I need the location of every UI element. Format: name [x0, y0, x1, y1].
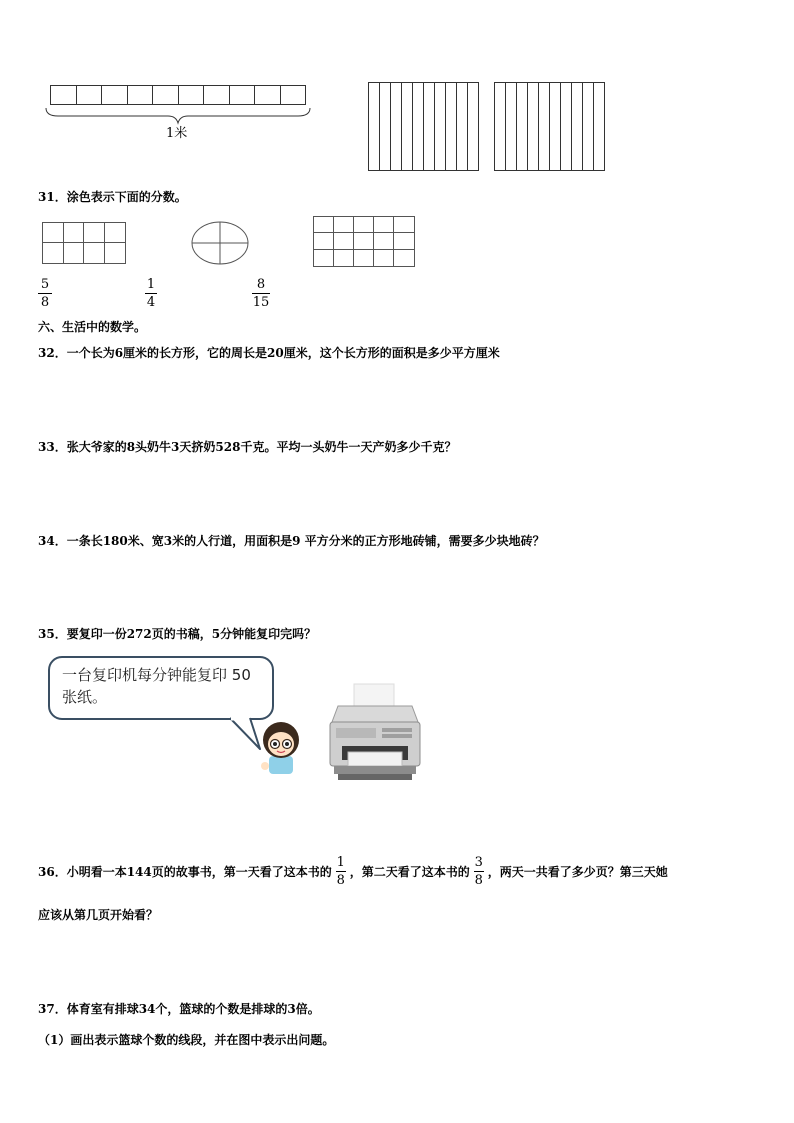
grid-4x2	[42, 222, 126, 264]
bubble-line-2: 张纸。	[62, 688, 108, 706]
fraction-1-8: $\frac{1}{8}$	[336, 855, 345, 888]
question-36-part-2: ，第二天看了这本书的	[349, 865, 470, 879]
ruler-bar	[50, 85, 306, 105]
question-36-part-3: ，两天一共看了多少页？第三天她	[487, 865, 668, 879]
copier-icon	[322, 682, 428, 788]
speech-bubble	[48, 656, 274, 720]
striped-rectangle-right	[494, 82, 606, 172]
girl-avatar-icon	[255, 716, 307, 776]
section-6-heading: 六、生活中的数学。	[38, 320, 147, 334]
question-37-sub-1: （1）画出表示篮球个数的线段，并在图中表示出问题。	[38, 1033, 335, 1047]
question-31: 31．涂色表示下面的分数。	[38, 190, 187, 204]
question-36-line-1	[38, 856, 668, 887]
fraction-1-4: 1 4	[146, 277, 156, 310]
grid-5x3	[313, 216, 415, 267]
ruler-label: 1米	[166, 126, 188, 141]
fraction-5-8: 5 8	[38, 278, 52, 309]
fraction-3-8: $\frac{3}{8}$	[474, 855, 483, 888]
fraction-8-15: 8 15	[252, 277, 270, 310]
question-36-line-2: 应该从第几页开始看？	[38, 908, 159, 922]
question-36-part-1: 36．小明看一本144页的故事书，第一天看了这本书的	[38, 865, 332, 879]
bubble-line-1: 一台复印机每分钟能复印 50	[62, 666, 251, 684]
question-35: 35．要复印一份272页的书稿，5分钟能复印完吗？	[38, 627, 317, 641]
question-34: 34．一条长180米、宽3米的人行道，用面积是9 平方分米的正方形地砖铺，需要多少块地砖？	[38, 534, 545, 548]
circle-quartered	[190, 220, 250, 266]
striped-rectangle-left	[368, 82, 480, 172]
question-37: 37．体育室有排球34个，篮球的个数是排球的3倍。	[38, 1002, 320, 1016]
question-33: 33．张大爷家的8头奶牛3天挤奶528千克。平均一头奶牛一天产奶多少千克？	[38, 440, 457, 454]
question-32: 32．一个长为6厘米的长方形，它的周长是20厘米，这个长方形的面积是多少平方厘米	[38, 346, 500, 360]
